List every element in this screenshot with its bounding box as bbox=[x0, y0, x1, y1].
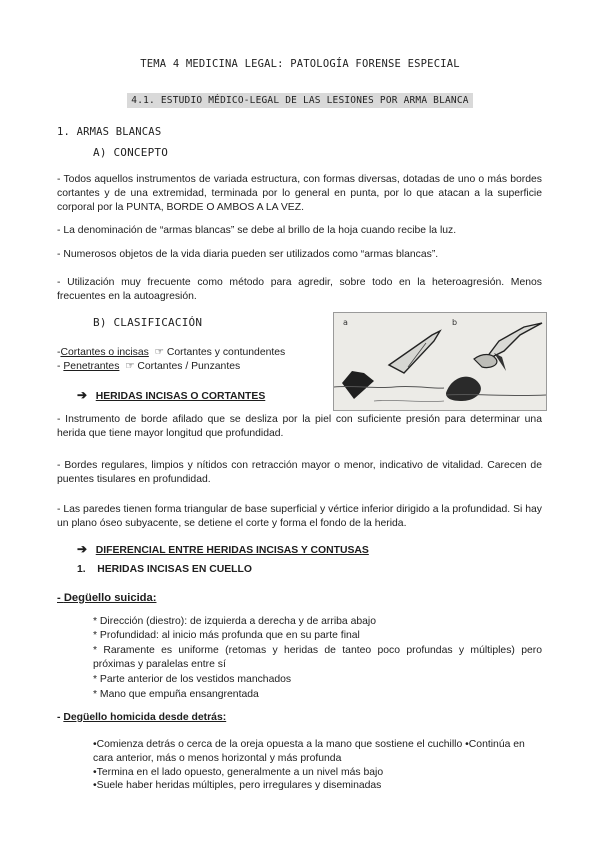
incisas-paragraph-2: - Bordes regulares, limpios y nítidos con retracción mayor o menor, indicativo de vitalidad. Carecen de puentes tisulares en profundidad. bbox=[57, 460, 542, 485]
incisas-paragraph-3: - Las paredes tienen forma triangular de base superficial y vértice inferior dirigido a la profundidad. Si hay un plano óseo subyacente, se detiene el corte y forma el fondo de la herida. bbox=[57, 504, 542, 529]
section-heading-armas: 1. ARMAS BLANCAS bbox=[57, 126, 162, 138]
cuello-title: HERIDAS INCISAS EN CUELLO bbox=[97, 564, 252, 575]
arrow-icon: ➔ bbox=[77, 388, 88, 402]
homicida-item-2: •Termina en el lado opuesto, generalmente a un nivel más bajo bbox=[93, 767, 384, 778]
heading-deguello-suicida bbox=[57, 591, 156, 605]
suicida-title: Degüello suicida: bbox=[63, 592, 157, 604]
item2-prefix: - bbox=[57, 361, 64, 372]
homicida-title: Degüello homicida desde detrás: bbox=[63, 712, 227, 723]
wound-illustration bbox=[333, 312, 547, 411]
homicida-item-1: •Comienza detrás o cerca de la oreja opuesta a la mano que sostiene el cuchillo •Continúa en cara anterior, más o menos horizontal y más profunda bbox=[93, 739, 525, 764]
homicida-prefix: - bbox=[57, 712, 64, 723]
figure-label-a: a bbox=[343, 318, 348, 327]
concept-paragraph-4: - Utilización muy frecuente como método para agredir, sobre todo en la heteroagresión. Menos frecuentes en la autoagresión. bbox=[57, 277, 542, 302]
classification-item-2 bbox=[57, 360, 240, 374]
homicida-item-3: •Suele haber heridas múltiples, pero irregulares y diseminadas bbox=[93, 780, 382, 791]
heridas-incisas-title: HERIDAS INCISAS O CORTANTES bbox=[95, 391, 266, 402]
item1-prefix: - bbox=[57, 347, 61, 358]
diferencial-title: DIFERENCIAL ENTRE HERIDAS INCISAS Y CONTUSAS bbox=[95, 545, 369, 556]
wound-illustration-drawing bbox=[334, 313, 546, 410]
heading-diferencial bbox=[77, 542, 369, 558]
page-title bbox=[0, 58, 600, 70]
concept-paragraph-1: - Todos aquellos instrumentos de variada estructura, con formas diversas, dotadas de uno o más bordes cortantes y de una extremidad, terminada por lo general en punta, por lo que atacan a la superficie corporal por la PUNTA, BORDE O AMBOS A LA VEZ. bbox=[57, 174, 542, 213]
figure-label-b: b bbox=[452, 318, 458, 327]
heading-deguello-homicida bbox=[57, 711, 226, 725]
suicida-item-5: * Mano que empuña ensangrentada bbox=[93, 689, 259, 700]
heading-incisas-cuello bbox=[77, 563, 252, 577]
concept-paragraph-2: - La denominación de “armas blancas” se debe al brillo de la hoja cuando recibe la luz. bbox=[57, 225, 457, 236]
section-subtitle: 4.1. ESTUDIO MÉDICO-LEGAL DE LAS LESIONES POR ARMA BLANCA bbox=[127, 93, 472, 108]
item1-detail: ☞ Cortantes y contundentes bbox=[154, 347, 286, 358]
suicida-item-2: * Profundidad: al inicio más profunda que en su parte final bbox=[93, 630, 360, 641]
heading-heridas-incisas bbox=[77, 388, 265, 404]
suicida-item-1: * Dirección (diestro): de izquierda a derecha y de arriba abajo bbox=[93, 616, 377, 627]
concept-paragraph-3: - Numerosos objetos de la vida diaria pueden ser utilizados como “armas blancas”. bbox=[57, 249, 439, 260]
incisas-paragraph-1: - Instrumento de borde afilado que se desliza por la piel con suficiente presión para determinar una herida que tiene mayor longitud que profundidad. bbox=[57, 414, 542, 439]
item2-detail: ☞ Cortantes / Punzantes bbox=[125, 361, 241, 372]
page-title-text: TEMA 4 MEDICINA LEGAL: PATOLOGÍA FORENSE ESPECIAL bbox=[140, 58, 460, 70]
subtitle-row bbox=[0, 90, 600, 108]
cuello-number: 1. bbox=[77, 564, 86, 575]
suicida-item-4: * Parte anterior de los vestidos manchados bbox=[93, 674, 292, 685]
item1-term: Cortantes o incisas bbox=[60, 347, 149, 358]
suicida-prefix: - bbox=[57, 592, 64, 604]
arrow-icon: ➔ bbox=[77, 542, 88, 556]
subheading-clasificacion: B) CLASIFICACIÓN bbox=[93, 316, 203, 329]
subheading-concepto: A) CONCEPTO bbox=[93, 146, 169, 159]
classification-item-1 bbox=[57, 346, 285, 360]
item2-term: Penetrantes bbox=[63, 361, 120, 372]
suicida-item-3: * Raramente es uniforme (retomas y heridas de tanteo poco profundas y múltiples) pero próximas y paralelas entre sí bbox=[93, 645, 542, 670]
